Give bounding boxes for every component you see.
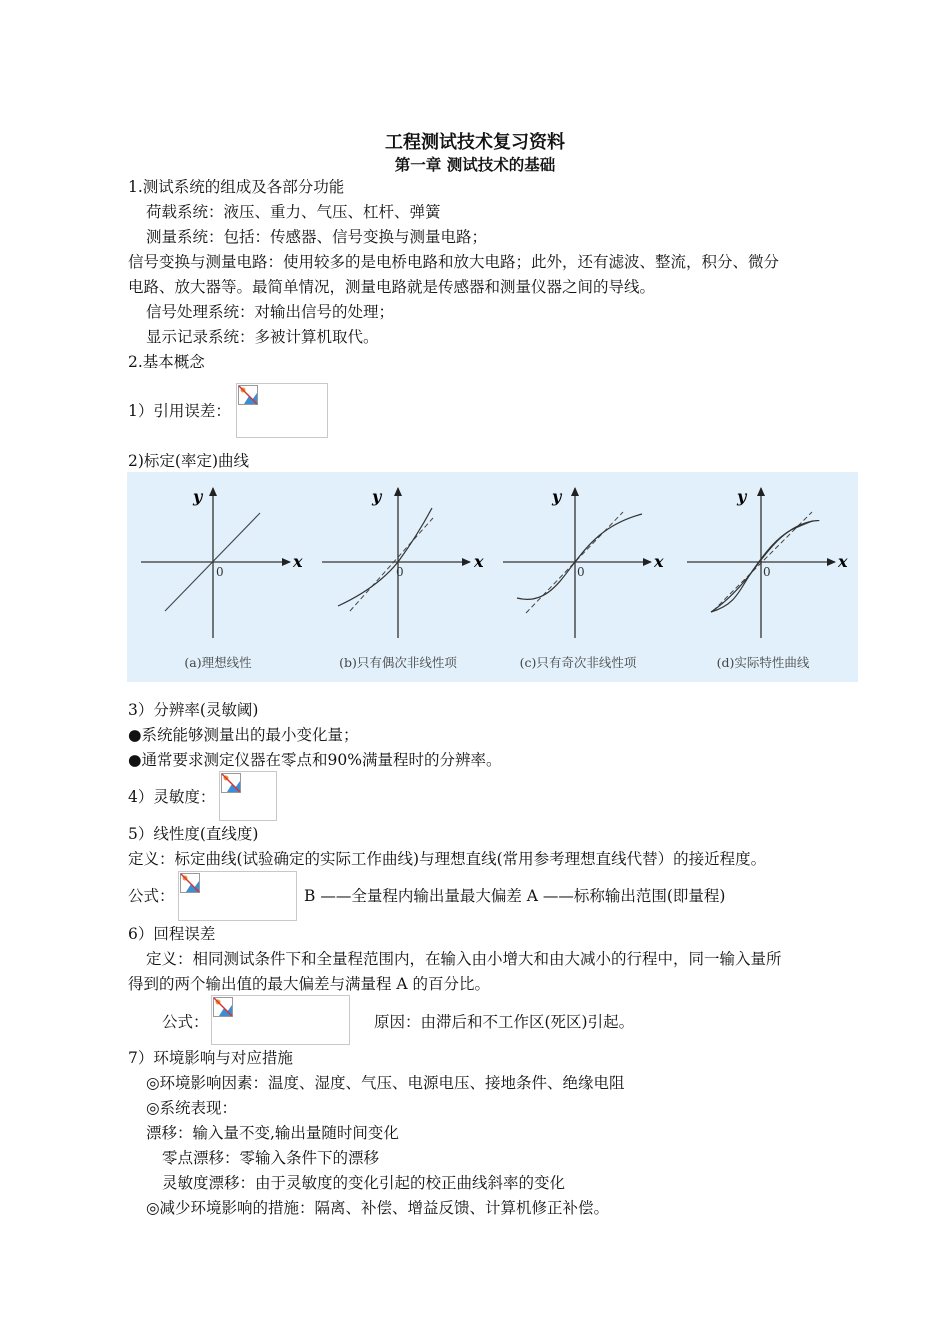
resolution-label: 3）分辨率(灵敏阈) (128, 701, 259, 719)
origin-label-c: 0 (577, 565, 585, 579)
hysteresis-label: 6）回程误差 (128, 925, 216, 943)
load-system-text: 荷载系统：液压、重力、气压、杠杆、弹簧 (146, 203, 441, 221)
panel-d-actual-curve (687, 488, 835, 638)
axis-label-x-b: x (474, 552, 484, 571)
panel-a-ideal-linear (141, 488, 290, 638)
axis-label-y-b: y (372, 487, 382, 506)
hysteresis-definition-line1: 定义：相同测试条件下和全量程范围内，在输入由小增大和由大减小的行程中，同一输入量所 (146, 950, 782, 968)
origin-label-d: 0 (763, 565, 771, 579)
origin-label-a: 0 (216, 565, 224, 579)
reference-line (350, 518, 433, 611)
broken-image-icon (238, 385, 258, 405)
system-behavior-heading: ◎系统表现： (146, 1099, 238, 1117)
resolution-bullet-2: ●通常要求测定仪器在零点和90%满量程时的分辨率。 (128, 751, 502, 769)
broken-image-icon (221, 773, 241, 793)
calibration-curve (338, 508, 432, 606)
sensitivity-drift-text: 灵敏度漂移：由于灵敏度的变化引起的校正曲线斜率的变化 (162, 1174, 566, 1192)
calibration-curve-label: 2)标定(率定)曲线 (128, 452, 250, 470)
section-1-heading: 1.测试系统的组成及各部分功能 (128, 178, 345, 196)
hysteresis-definition-line2: 得到的两个输出值的最大偏差与满量程 A 的百分比。 (128, 975, 491, 993)
calibration-curve (517, 514, 642, 599)
panel-c-odd-nonlinear (503, 488, 651, 638)
axis-label-x-d: x (838, 552, 848, 571)
broken-image-icon (213, 997, 233, 1017)
formula-image-placeholder (211, 995, 350, 1045)
caption-a: (a)理想线性 (184, 655, 252, 670)
conversion-text-line2: 电路、放大器等。最简单情况，测量电路就是传感器和测量仪器之间的导线。 (128, 278, 656, 296)
origin-label-b: 0 (396, 565, 404, 579)
environment-factors: ◎环境影响因素：温度、湿度、气压、电源电压、接地条件、绝缘电阻 (146, 1074, 625, 1092)
caption-c: (c)只有奇次非线性项 (519, 655, 637, 670)
axis-label-x-a: x (293, 552, 303, 571)
resolution-bullet-1: ●系统能够测量出的最小变化量； (128, 726, 359, 744)
calibration-curves-svg (127, 472, 858, 682)
display-system-text: 显示记录系统：多被计算机取代。 (146, 328, 379, 346)
axis-label-x-c: x (654, 552, 664, 571)
mitigation-measures: ◎减少环境影响的措施：隔离、补偿、增益反馈、计算机修正补偿。 (146, 1199, 610, 1217)
formula-image-placeholder (236, 383, 328, 438)
section-2-heading: 2.基本概念 (128, 353, 205, 371)
linearity-formula-note: B ——全量程内输出量最大偏差 A ——标称输出范围(即量程) (304, 887, 726, 905)
calibration-curves-figure (127, 472, 858, 682)
axis-label-y-a: y (193, 487, 203, 506)
environment-label: 7）环境影响与对应措施 (128, 1049, 293, 1067)
sensitivity-label: 4）灵敏度： (128, 788, 216, 806)
formula-image-placeholder (219, 771, 277, 821)
document-title: 工程测试技术复习资料 (385, 132, 565, 153)
caption-d: (d)实际特性曲线 (716, 655, 810, 670)
panel-b-even-nonlinear (322, 488, 470, 638)
conversion-text-line1: 信号变换与测量电路：使用较多的是电桥电路和放大电路；此外，还有滤波、整流，积分、微分 (128, 253, 780, 271)
linearity-label: 5）线性度(直线度) (128, 825, 259, 843)
processing-system-text: 信号处理系统：对输出信号的处理； (146, 303, 395, 321)
broken-image-icon (180, 873, 200, 893)
measure-system-text: 测量系统：包括：传感器、信号变换与测量电路； (146, 228, 488, 246)
drift-text: 漂移：输入量不变,输出量随时间变化 (146, 1124, 399, 1142)
caption-b: (b)只有偶次非线性项 (339, 655, 457, 670)
hysteresis-cause: 原因：由滞后和不工作区(死区)引起。 (374, 1013, 635, 1031)
reference-error-label: 1）引用误差： (128, 402, 231, 420)
zero-drift-text: 零点漂移：零输入条件下的漂移 (162, 1149, 380, 1167)
hysteresis-formula-label: 公式： (162, 1013, 209, 1031)
axis-label-y-c: y (552, 487, 562, 506)
linearity-formula-label: 公式： (128, 887, 175, 905)
formula-image-placeholder (178, 871, 297, 921)
axis-label-y-d: y (737, 487, 747, 506)
chapter-title: 第一章 测试技术的基础 (394, 155, 556, 174)
linearity-definition: 定义：标定曲线(试验确定的实际工作曲线)与理想直线(常用参考理想直线代替）的接近程度。 (128, 850, 767, 868)
